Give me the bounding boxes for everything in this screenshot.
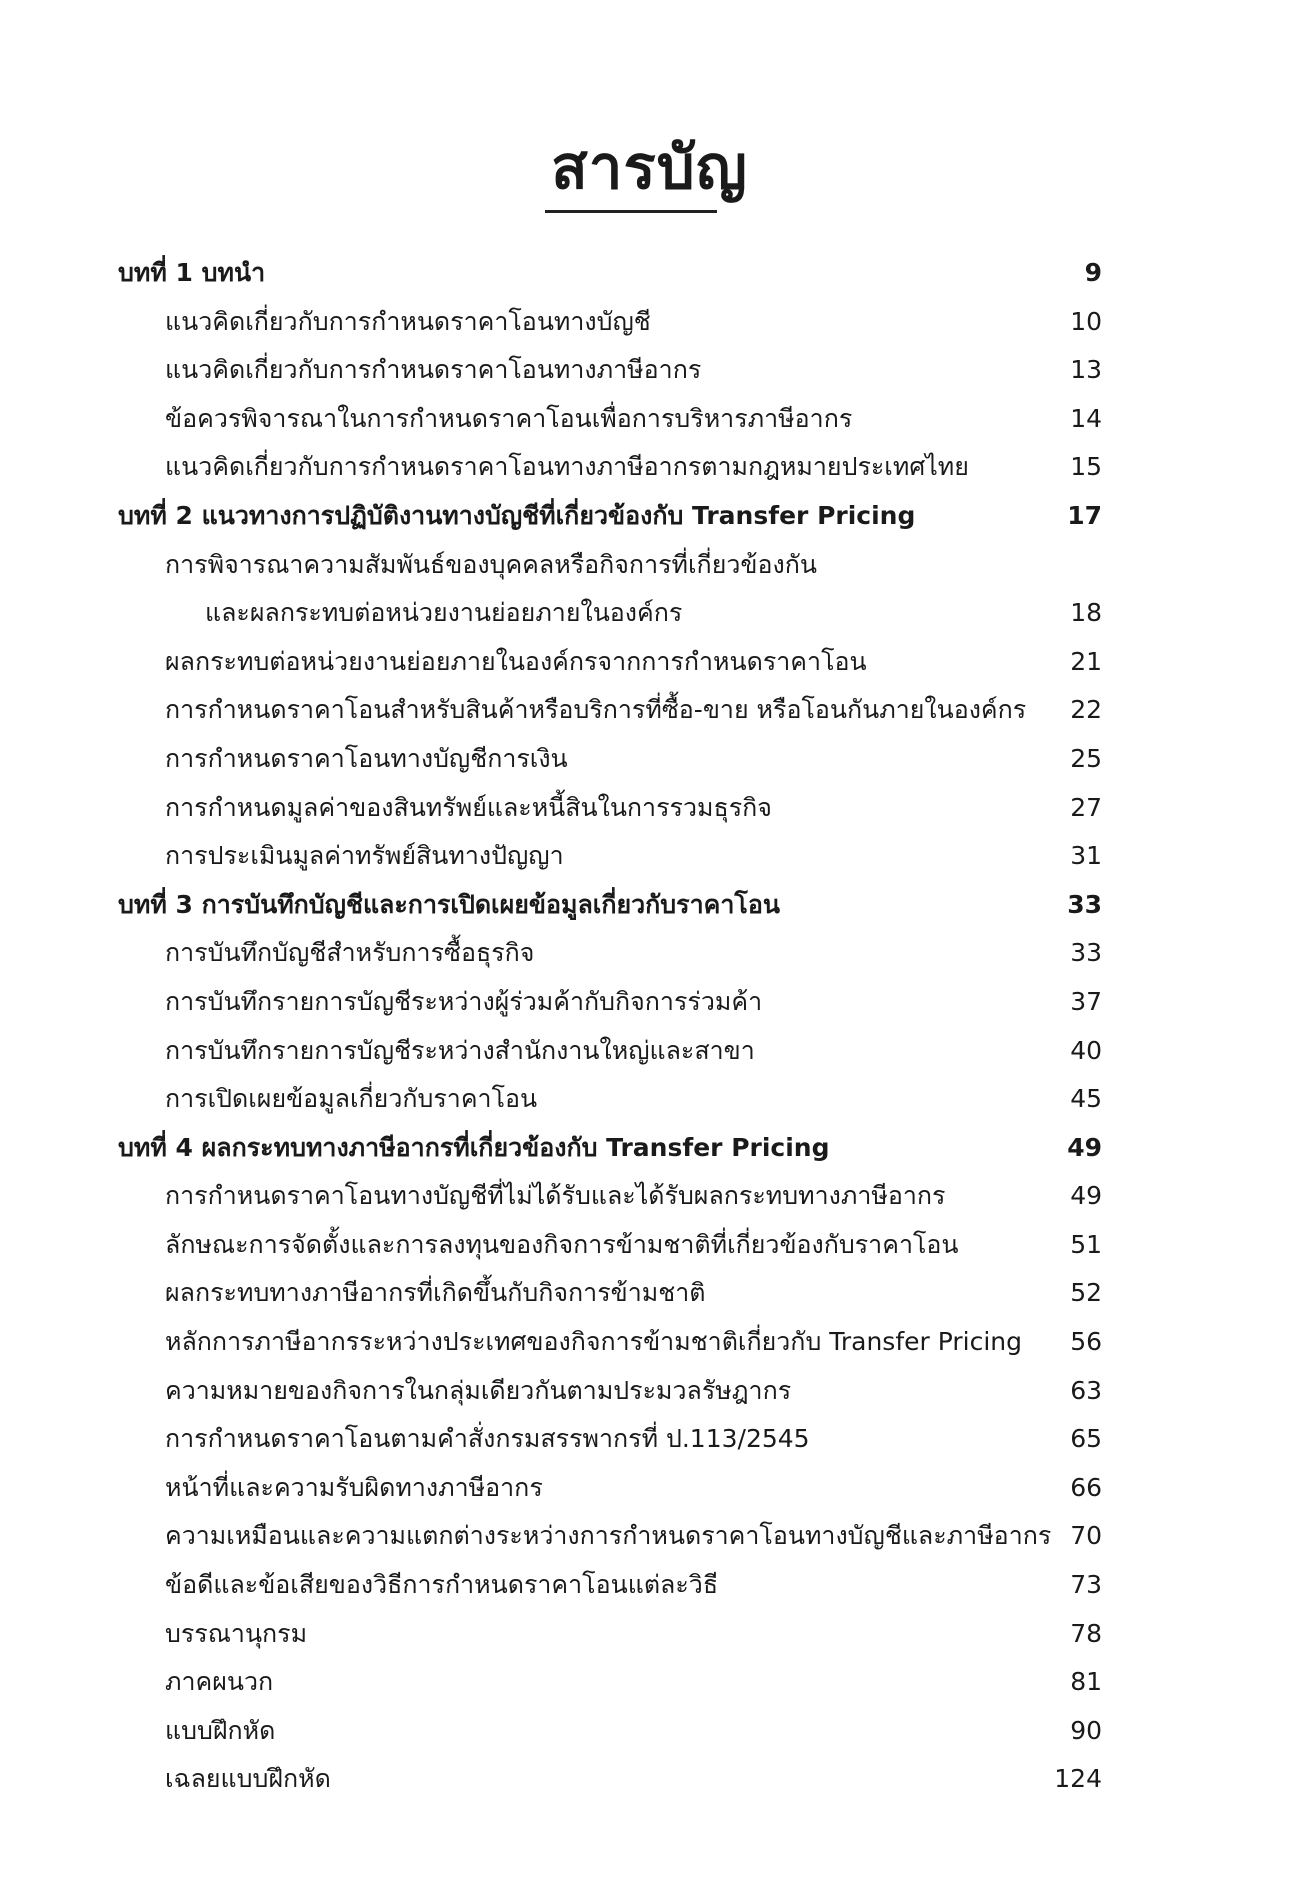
toc-entry-title: การกำหนดราคาโอนสำหรับสินค้าหรือบริการที่ซื้อ-ขาย หรือโอนกันภายในองค์กร [165, 695, 1027, 725]
toc-entry-row [0, 1367, 1299, 1416]
toc-entry-row [0, 1269, 1299, 1318]
toc-entry-title: การพิจารณาความสัมพันธ์ของบุคคลหรือกิจการที่เกี่ยวข้องกัน [165, 549, 817, 579]
toc-entry-row [0, 784, 1299, 833]
toc-entry-title: การประเมินมูลค่าทรัพย์สินทางปัญญา [165, 841, 564, 871]
toc-entry-row [0, 1707, 1299, 1756]
toc-page-number: 56 [1070, 1327, 1102, 1357]
toc-page-number: 81 [1070, 1667, 1102, 1697]
toc-entry-row [0, 1172, 1299, 1221]
toc-entry-row [0, 589, 1299, 638]
toc-entry-title: ความหมายของกิจการในกลุ่มเดียวกันตามประมวลรัษฎากร [165, 1375, 792, 1405]
toc-entry-row [0, 346, 1299, 395]
toc-page-number: 90 [1070, 1715, 1102, 1745]
toc-page-number: 49 [1067, 1132, 1102, 1162]
toc-entry-title: การกำหนดราคาโอนตามคำสั่งกรมสรรพากรที่ ป.113/2545 [165, 1424, 810, 1454]
toc-page-number: 63 [1070, 1375, 1102, 1405]
toc-page-number: 33 [1067, 889, 1102, 919]
toc-entry-row [0, 1755, 1299, 1804]
toc-entry-row [0, 638, 1299, 687]
toc-chapter-row [0, 492, 1299, 541]
toc-page-number: 52 [1070, 1278, 1102, 1308]
toc-entry-row [0, 929, 1299, 978]
toc-entry-title: การบันทึกรายการบัญชีระหว่างผู้ร่วมค้ากับกิจการร่วมค้า [165, 986, 763, 1016]
toc-page-number: 27 [1070, 792, 1102, 822]
page-title: สารบัญ [551, 133, 748, 203]
toc-chapter-title: บทที่ 2 แนวทางการปฏิบัติงานทางบัญชีที่เกี่ยวข้องกับ Transfer Pricing [118, 500, 916, 530]
toc-entry-row [0, 1075, 1299, 1124]
toc-entry-title: หน้าที่และความรับผิดทางภาษีอากร [165, 1472, 543, 1502]
toc-entry-title: ข้อดีและข้อเสียของวิธีการกำหนดราคาโอนแต่ละวิธี [165, 1570, 719, 1600]
toc-entry-title: บรรณานุกรม [165, 1618, 308, 1648]
toc-entry-title: แนวคิดเกี่ยวกับการกำหนดราคาโอนทางภาษีอากรตามกฎหมายประเทศไทย [165, 452, 969, 482]
toc-entry-title: แนวคิดเกี่ยวกับการกำหนดราคาโอนทางบัญชี [165, 306, 651, 336]
toc-entry-row [0, 1561, 1299, 1610]
toc-entry-title: หลักการภาษีอากรระหว่างประเทศของกิจการข้ามชาติเกี่ยวกับ Transfer Pricing [165, 1327, 1022, 1357]
toc-chapter-row [0, 1124, 1299, 1173]
toc-page-number: 124 [1054, 1764, 1102, 1794]
toc-chapter-row [0, 249, 1299, 298]
table-of-contents [0, 249, 1299, 1804]
toc-entry-title: ความเหมือนและความแตกต่างระหว่างการกำหนดราคาโอนทางบัญชีและภาษีอากร [165, 1521, 1052, 1551]
toc-entry-row [0, 1027, 1299, 1076]
toc-entry-row [0, 443, 1299, 492]
toc-page-number: 21 [1070, 646, 1102, 676]
toc-page-number: 45 [1070, 1084, 1102, 1114]
toc-entry-row [0, 1464, 1299, 1513]
toc-entry-title: เฉลยแบบฝึกหัด [165, 1764, 331, 1794]
toc-page-number: 25 [1070, 743, 1102, 773]
toc-entry-title: และผลกระทบต่อหน่วยงานย่อยภายในองค์กร [205, 598, 683, 628]
toc-entry-title: ผลกระทบทางภาษีอากรที่เกิดขึ้นกับกิจการข้ามชาติ [165, 1278, 706, 1308]
toc-entry-title: การบันทึกรายการบัญชีระหว่างสำนักงานใหญ่และสาขา [165, 1035, 755, 1065]
toc-entry-title: แบบฝึกหัด [165, 1715, 276, 1745]
toc-page-number: 51 [1070, 1229, 1102, 1259]
toc-entry-row [0, 978, 1299, 1027]
toc-entry-title: การเปิดเผยข้อมูลเกี่ยวกับราคาโอน [165, 1084, 538, 1114]
toc-page-number: 10 [1070, 306, 1102, 336]
toc-page-number: 18 [1070, 598, 1102, 628]
toc-entry-title: การกำหนดมูลค่าของสินทรัพย์และหนี้สินในการรวมธุรกิจ [165, 792, 772, 822]
toc-page-number: 31 [1070, 841, 1102, 871]
toc-entry-title: ภาคผนวก [165, 1667, 274, 1697]
toc-page-number: 65 [1070, 1424, 1102, 1454]
toc-entry-row [0, 541, 1299, 590]
toc-page-number: 33 [1070, 938, 1102, 968]
toc-entry-title: การบันทึกบัญชีสำหรับการซื้อธุรกิจ [165, 938, 535, 968]
toc-page-number: 73 [1070, 1570, 1102, 1600]
toc-entry-row [0, 832, 1299, 881]
toc-entry-title: การกำหนดราคาโอนทางบัญชีที่ไม่ได้รับและได้รับผลกระทบทางภาษีอากร [165, 1181, 946, 1211]
toc-page-number: 22 [1070, 695, 1102, 725]
toc-chapter-title: บทที่ 3 การบันทึกบัญชีและการเปิดเผยข้อมูลเกี่ยวกับราคาโอน [118, 889, 780, 919]
toc-entry-title: ผลกระทบต่อหน่วยงานย่อยภายในองค์กรจากการกำหนดราคาโอน [165, 646, 867, 676]
toc-chapter-row [0, 881, 1299, 930]
toc-page-number: 78 [1070, 1618, 1102, 1648]
toc-page-number: 9 [1084, 258, 1102, 287]
toc-page-number: 37 [1070, 986, 1102, 1016]
toc-entry-row [0, 1318, 1299, 1367]
toc-page-number: 70 [1070, 1521, 1102, 1551]
toc-page-number: 15 [1070, 452, 1102, 482]
toc-chapter-title: บทที่ 4 ผลกระทบทางภาษีอากรที่เกี่ยวข้องกับ Transfer Pricing [118, 1132, 830, 1162]
toc-page-number: 17 [1067, 500, 1102, 530]
toc-page-number: 14 [1070, 403, 1102, 433]
toc-page-number: 40 [1070, 1035, 1102, 1065]
title-underline [545, 210, 717, 213]
toc-entry-row [0, 395, 1299, 444]
toc-page-number: 66 [1070, 1472, 1102, 1502]
toc-entry-row [0, 1415, 1299, 1464]
toc-entry-row [0, 1512, 1299, 1561]
toc-entry-row [0, 1658, 1299, 1707]
toc-entry-row [0, 1221, 1299, 1270]
toc-page-number: 13 [1070, 355, 1102, 385]
toc-entry-title: ลักษณะการจัดตั้งและการลงทุนของกิจการข้ามชาติที่เกี่ยวข้องกับราคาโอน [165, 1229, 959, 1259]
toc-entry-title: ข้อควรพิจารณาในการกำหนดราคาโอนเพื่อการบริหารภาษีอากร [165, 403, 853, 433]
toc-chapter-title: บทที่ 1 บทนำ [118, 258, 266, 287]
toc-entry-row [0, 686, 1299, 735]
toc-entry-row [0, 735, 1299, 784]
toc-page-number: 49 [1070, 1181, 1102, 1211]
toc-entry-row [0, 298, 1299, 347]
toc-entry-title: การกำหนดราคาโอนทางบัญชีการเงิน [165, 743, 568, 773]
toc-entry-row [0, 1610, 1299, 1659]
toc-entry-title: แนวคิดเกี่ยวกับการกำหนดราคาโอนทางภาษีอากร [165, 355, 702, 385]
